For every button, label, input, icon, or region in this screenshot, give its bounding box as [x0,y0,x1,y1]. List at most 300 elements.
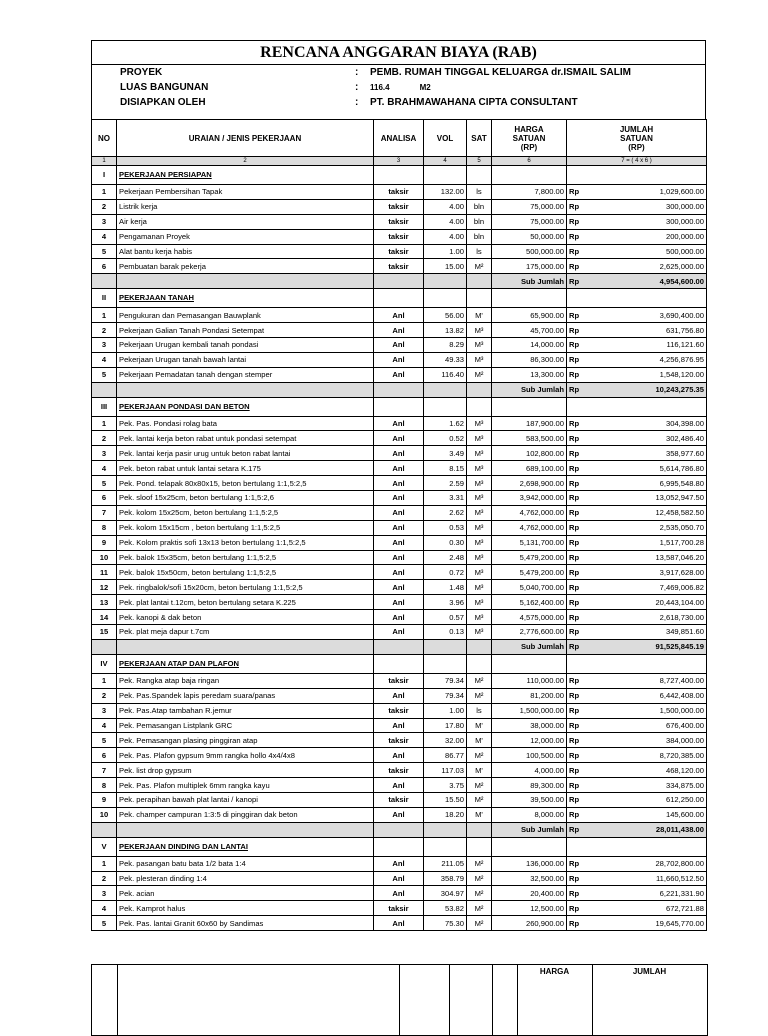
info-value: PT. BRAHMAWAHANA CIPTA CONSULTANT [370,97,578,108]
item-analisa: Anl [374,550,424,565]
table-row [92,580,707,595]
item-no: 8 [92,778,117,793]
item-analisa: taksir [374,763,424,778]
currency-label: Rp [567,595,588,610]
item-harga: 2,698,900.00 [492,476,567,491]
item-uraian: Pek. balok 15x35cm, beton bertulang 1:1,5:2,5 [117,550,374,565]
item-uraian: Pembuatan barak pekerja [117,259,374,274]
currency-label: Rp [567,352,588,367]
section-name: PEKERJAAN DINDING DAN LANTAI [117,837,374,856]
empty-cell [467,166,492,185]
item-analisa: taksir [374,244,424,259]
item-uraian: Pek. perapihan bawah plat lantai / kanopi [117,792,374,807]
currency-label: Rp [567,871,588,886]
item-analisa: Anl [374,308,424,323]
item-sat: M³ [467,461,492,476]
item-vol: 1.00 [424,703,467,718]
item-vol: 3.96 [424,595,467,610]
table-row [92,323,707,338]
item-harga: 5,131,700.00 [492,535,567,550]
subtotal-label: Sub Jumlah [492,274,567,289]
spacer [91,110,706,119]
currency-label: Rp [567,431,588,446]
item-harga: 110,000.00 [492,673,567,688]
item-jumlah: 6,221,331.90 [588,886,707,901]
item-harga: 14,000.00 [492,338,567,353]
item-uraian: Pek. kolom 15x25cm, beton bertulang 1:1,5:2,5 [117,505,374,520]
item-harga: 50,000.00 [492,229,567,244]
header-jumlah-l2: SATUAN [620,133,653,143]
currency-label: Rp [567,901,588,916]
header-uraian: URAIAN / JENIS PEKERJAAN [117,120,374,157]
item-no: 3 [92,446,117,461]
item-sat: bln [467,199,492,214]
item-uraian: Pekerjaan Urugan kembali tanah pondasi [117,338,374,353]
section-row [92,397,707,416]
table-row [92,733,707,748]
section-no: IV [92,654,117,673]
empty-cell [492,166,567,185]
item-jumlah: 302,486.40 [588,431,707,446]
item-analisa: Anl [374,352,424,367]
currency-label: Rp [567,763,588,778]
item-sat: M² [467,792,492,807]
item-vol: 56.00 [424,308,467,323]
info-key: PROYEK [120,67,163,78]
table-row [92,625,707,640]
item-jumlah: 2,535,050.70 [588,520,707,535]
item-harga: 260,900.00 [492,916,567,931]
currency-label: Rp [567,229,588,244]
item-vol: 75.30 [424,916,467,931]
item-jumlah: 13,587,046.20 [588,550,707,565]
section-no: III [92,397,117,416]
item-analisa: Anl [374,446,424,461]
table-row [92,367,707,382]
item-analisa: Anl [374,520,424,535]
item-uraian: Pek. plat meja dapur t.7cm [117,625,374,640]
item-analisa: Anl [374,431,424,446]
currency-label: Rp [567,520,588,535]
item-analisa: Anl [374,476,424,491]
info-value: PEMB. RUMAH TINGGAL KELUARGA dr.ISMAIL SALIM [370,67,631,78]
item-vol: 4.00 [424,229,467,244]
item-sat: M' [467,763,492,778]
item-no: 5 [92,916,117,931]
item-harga: 583,500.00 [492,431,567,446]
index-cell: 2 [117,157,374,166]
item-vol: 3.75 [424,778,467,793]
item-harga: 13,300.00 [492,367,567,382]
table-row [92,916,707,931]
table-row [92,476,707,491]
item-vol: 86.77 [424,748,467,763]
table-row [92,673,707,688]
empty-cell [467,397,492,416]
item-vol: 1.62 [424,416,467,431]
item-sat: M² [467,886,492,901]
item-analisa: Anl [374,871,424,886]
currency-label: Rp [567,461,588,476]
item-uraian: Pekerjaan Galian Tanah Pondasi Setempat [117,323,374,338]
currency-label: Rp [567,185,588,200]
currency-label: Rp [567,491,588,506]
currency-label: Rp [567,688,588,703]
item-uraian: Air kerja [117,214,374,229]
item-no: 6 [92,491,117,506]
item-uraian: Pek. pasangan batu bata 1/2 bata 1:4 [117,856,374,871]
item-uraian: Pek. kolom 15x15cm , beton bertulang 1:1,5:2,5 [117,520,374,535]
table-row [92,763,707,778]
item-sat: M³ [467,610,492,625]
item-sat: M² [467,259,492,274]
item-uraian: Pek. Pas.Atap tambahan R.jemur [117,703,374,718]
item-uraian: Pek. Rangka atap baja ringan [117,673,374,688]
currency-label: Rp [567,792,588,807]
item-jumlah: 8,720,385.00 [588,748,707,763]
item-jumlah: 1,548,120.00 [588,367,707,382]
item-sat: M³ [467,323,492,338]
item-uraian: Pek. list drop gypsum [117,763,374,778]
item-vol: 2.62 [424,505,467,520]
item-harga: 89,300.00 [492,778,567,793]
subtotal-value: 10,243,275.35 [588,382,707,397]
table-row [92,229,707,244]
item-sat: ls [467,244,492,259]
table-row [92,308,707,323]
item-sat: M³ [467,595,492,610]
table-row [92,416,707,431]
item-jumlah: 384,000.00 [588,733,707,748]
section-row [92,289,707,308]
item-analisa: taksir [374,703,424,718]
currency-label: Rp [567,778,588,793]
item-analisa: Anl [374,338,424,353]
item-vol: 13.82 [424,323,467,338]
subtotal-row [92,822,707,837]
item-vol: 132.00 [424,185,467,200]
table-row [92,565,707,580]
item-vol: 116.40 [424,367,467,382]
empty-cell [588,654,707,673]
table-row [92,520,707,535]
empty-cell [374,639,424,654]
item-sat: M³ [467,520,492,535]
currency-label: Rp [567,673,588,688]
item-uraian: Pek. Pas. Plafon multiplek 6mm rangka kayu [117,778,374,793]
table-row [92,535,707,550]
item-sat: M² [467,871,492,886]
item-sat: M³ [467,535,492,550]
item-sat: M² [467,748,492,763]
info-key: LUAS BANGUNAN [120,82,209,93]
subtotal-label: Sub Jumlah [492,382,567,397]
currency-label: Rp [567,916,588,931]
item-sat: M³ [467,580,492,595]
item-uraian: Pek. beton rabat untuk lantai setara K.175 [117,461,374,476]
item-jumlah: 500,000.00 [588,244,707,259]
item-no: 2 [92,431,117,446]
empty-cell [424,397,467,416]
item-jumlah: 468,120.00 [588,763,707,778]
item-no: 1 [92,856,117,871]
item-analisa: Anl [374,718,424,733]
currency-label: Rp [567,718,588,733]
item-harga: 45,700.00 [492,323,567,338]
item-sat: M³ [467,550,492,565]
table-row [92,886,707,901]
item-vol: 1.00 [424,244,467,259]
item-harga: 5,162,400.00 [492,595,567,610]
item-no: 1 [92,308,117,323]
currency-label: Rp [567,214,588,229]
currency-label: Rp [567,733,588,748]
item-jumlah: 300,000.00 [588,214,707,229]
table-row [92,595,707,610]
item-uraian: Pek. lantai kerja beton rabat untuk pondasi setempat [117,431,374,446]
item-vol: 211.05 [424,856,467,871]
item-uraian: Pek. Kamprot halus [117,901,374,916]
item-harga: 5,479,200.00 [492,565,567,580]
header-vol: VOL [424,120,467,157]
item-sat: M² [467,901,492,916]
item-uraian: Pengamanan Proyek [117,229,374,244]
item-sat: M³ [467,352,492,367]
item-jumlah: 1,500,000.00 [588,703,707,718]
currency-label: Rp [567,323,588,338]
currency-label: Rp [567,382,588,397]
item-jumlah: 6,995,548.80 [588,476,707,491]
item-uraian: Pekerjaan Pemadatan tanah dengan stemper [117,367,374,382]
empty-cell [374,274,424,289]
item-sat: M³ [467,565,492,580]
item-uraian: Pek. balok 15x50cm, beton bertulang 1:1,5:2,5 [117,565,374,580]
item-sat: M³ [467,446,492,461]
empty-cell [567,397,588,416]
index-cell: 7 = ( 4 x 6 ) [567,157,707,166]
luas-unit: M2 [419,83,431,92]
info-value [370,80,705,95]
currency-label: Rp [567,807,588,822]
item-uraian: Pek. ringbalok/sofi 15x20cm, beton bertulang 1:1,5:2,5 [117,580,374,595]
table-row [92,446,707,461]
item-analisa: Anl [374,491,424,506]
item-sat: ls [467,185,492,200]
item-jumlah: 358,977.60 [588,446,707,461]
currency-label: Rp [567,580,588,595]
item-vol: 4.00 [424,214,467,229]
rab-body [92,166,707,931]
item-no: 1 [92,673,117,688]
item-vol: 79.34 [424,688,467,703]
item-sat: M³ [467,476,492,491]
item-no: 9 [92,535,117,550]
header-sat: SAT [467,120,492,157]
header-harga-l3: (RP) [520,142,538,152]
table-row [92,431,707,446]
empty-cell [567,289,588,308]
index-cell: 6 [492,157,567,166]
table-row [92,185,707,200]
item-harga: 2,776,600.00 [492,625,567,640]
item-vol: 0.53 [424,520,467,535]
item-harga: 187,900.00 [492,416,567,431]
item-analisa: Anl [374,916,424,931]
table-row [92,352,707,367]
table-row [92,259,707,274]
item-no: 3 [92,703,117,718]
currency-label: Rp [567,259,588,274]
item-vol: 18.20 [424,807,467,822]
item-uraian: Pek. plesteran dinding 1:4 [117,871,374,886]
item-jumlah: 2,618,730.00 [588,610,707,625]
next-header-jumlah: JUMLAH [632,967,667,976]
item-sat: M³ [467,491,492,506]
info-row-disiapkan [92,95,705,110]
item-uraian: Pek. lantai kerja pasir urug untuk beton rabat lantai [117,446,374,461]
empty-cell [424,639,467,654]
item-analisa: Anl [374,367,424,382]
table-row [92,199,707,214]
table-row [92,461,707,476]
empty-cell [92,382,117,397]
item-harga: 8,000.00 [492,807,567,822]
header-jumlah-l3: (RP) [628,142,645,152]
currency-label: Rp [567,856,588,871]
empty-cell [374,397,424,416]
item-analisa: Anl [374,461,424,476]
item-harga: 3,942,000.00 [492,491,567,506]
item-jumlah: 676,400.00 [588,718,707,733]
item-vol: 117.03 [424,763,467,778]
empty-cell [374,837,424,856]
item-sat: M³ [467,338,492,353]
item-jumlah: 19,645,770.00 [588,916,707,931]
subtotal-row [92,274,707,289]
item-uraian: Alat bantu kerja habis [117,244,374,259]
item-no: 1 [92,185,117,200]
item-sat: M² [467,673,492,688]
table-row [92,901,707,916]
item-vol: 8.15 [424,461,467,476]
item-sat: M' [467,308,492,323]
section-no: V [92,837,117,856]
item-vol: 2.59 [424,476,467,491]
table-row [92,748,707,763]
info-colon: : [355,67,359,78]
item-harga: 102,800.00 [492,446,567,461]
item-no: 10 [92,550,117,565]
item-sat: M² [467,778,492,793]
item-analisa: Anl [374,580,424,595]
item-uraian: Pek. sloof 15x25cm, beton bertulang 1:1,5:2,6 [117,491,374,506]
item-harga: 5,040,700.00 [492,580,567,595]
item-no: 3 [92,214,117,229]
item-uraian: Pek. Pas. Plafon gypsum 9mm rangka hollo 4x4/4x8 [117,748,374,763]
item-vol: 3.49 [424,446,467,461]
item-harga: 4,762,000.00 [492,505,567,520]
item-jumlah: 4,256,876.95 [588,352,707,367]
item-analisa: Anl [374,416,424,431]
item-jumlah: 3,690,400.00 [588,308,707,323]
item-harga: 4,762,000.00 [492,520,567,535]
currency-label: Rp [567,308,588,323]
item-no: 2 [92,871,117,886]
item-jumlah: 300,000.00 [588,199,707,214]
item-harga: 75,000.00 [492,199,567,214]
table-row [92,807,707,822]
item-uraian: Pengukuran dan Pemasangan Bauwplank [117,308,374,323]
item-analisa: taksir [374,733,424,748]
next-page-header [91,964,708,1036]
item-jumlah: 612,250.00 [588,792,707,807]
item-jumlah: 3,917,628.00 [588,565,707,580]
next-header-harga: HARGA [539,967,570,976]
item-jumlah: 200,000.00 [588,229,707,244]
item-jumlah: 20,443,104.00 [588,595,707,610]
currency-label: Rp [567,367,588,382]
item-analisa: Anl [374,688,424,703]
table-row [92,778,707,793]
section-no: II [92,289,117,308]
subtotal-row [92,639,707,654]
item-no: 4 [92,901,117,916]
info-row-luas [92,80,705,95]
item-no: 7 [92,763,117,778]
item-sat: M' [467,718,492,733]
empty-cell [492,397,567,416]
empty-cell [467,382,492,397]
item-no: 4 [92,229,117,244]
item-vol: 3.31 [424,491,467,506]
item-sat: M² [467,916,492,931]
item-no: 10 [92,807,117,822]
item-vol: 8.29 [424,338,467,353]
item-harga: 4,575,000.00 [492,610,567,625]
subtotal-label: Sub Jumlah [492,822,567,837]
item-no: 15 [92,625,117,640]
item-harga: 136,000.00 [492,856,567,871]
table-row [92,718,707,733]
item-vol: 49.33 [424,352,467,367]
table-row [92,688,707,703]
currency-label: Rp [567,476,588,491]
item-harga: 12,000.00 [492,733,567,748]
currency-label: Rp [567,703,588,718]
item-vol: 1.48 [424,580,467,595]
item-jumlah: 1,517,700.28 [588,535,707,550]
currency-label: Rp [567,625,588,640]
item-no: 12 [92,580,117,595]
item-jumlah: 304,398.00 [588,416,707,431]
item-analisa: taksir [374,214,424,229]
item-uraian: Pekerjaan Urugan tanah bawah lantai [117,352,374,367]
item-analisa: taksir [374,259,424,274]
currency-label: Rp [567,416,588,431]
item-no: 2 [92,688,117,703]
empty-cell [492,837,567,856]
item-jumlah: 8,727,400.00 [588,673,707,688]
item-sat: ls [467,703,492,718]
currency-label: Rp [567,639,588,654]
currency-label: Rp [567,199,588,214]
item-vol: 53.82 [424,901,467,916]
item-no: 2 [92,199,117,214]
table-row [92,550,707,565]
item-analisa: Anl [374,505,424,520]
table-row [92,505,707,520]
empty-cell [492,654,567,673]
